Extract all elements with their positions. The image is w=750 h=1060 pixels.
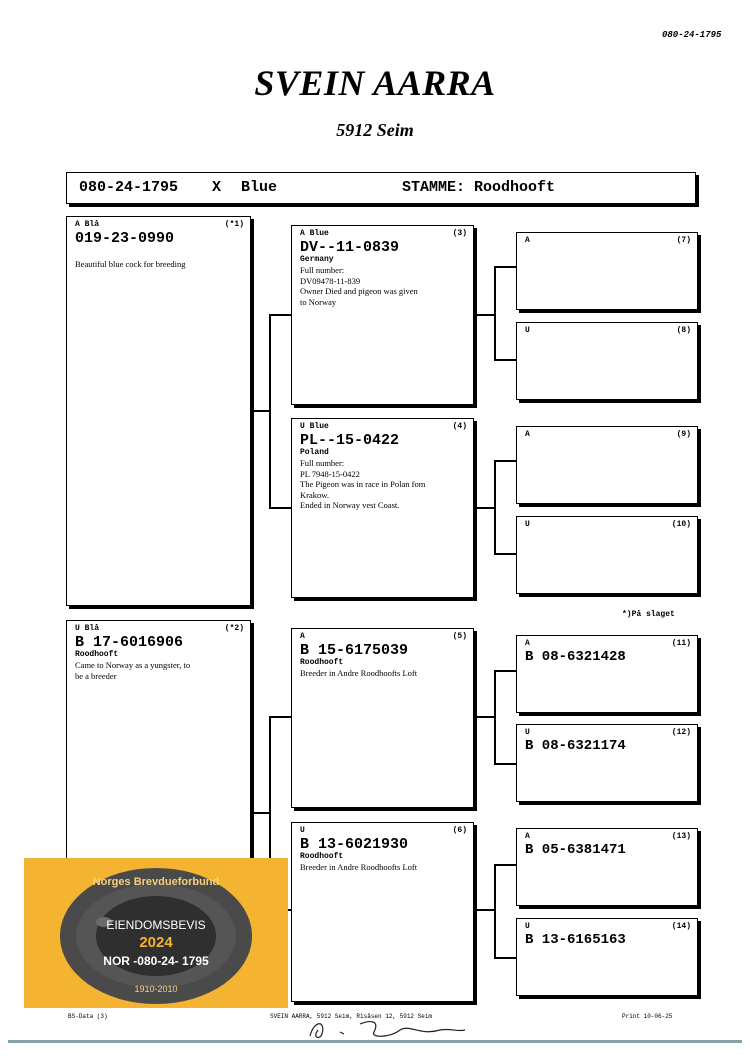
box-number: (14) [671, 922, 691, 931]
note-line: DV09478-11-839 [300, 275, 361, 286]
strain: Roodhooft [75, 650, 119, 659]
pigeon-box-4 [291, 418, 474, 598]
connector [494, 460, 516, 462]
connector [251, 410, 269, 412]
connector [269, 314, 291, 316]
pigeon-box-13 [516, 828, 698, 906]
connector [494, 864, 516, 866]
note-line: Ended in Norway vest Coast. [300, 500, 400, 510]
owner-name: SVEIN AARRA [254, 63, 496, 103]
footer-right: Print 10-06-25 [622, 1013, 673, 1020]
ring-number: B 05-6381471 [525, 842, 626, 858]
ring-number: B 15-6175039 [300, 642, 409, 659]
note [75, 660, 190, 681]
sex-color: A [525, 430, 530, 439]
signature [300, 1016, 470, 1042]
sex-color: A [300, 632, 305, 641]
box-number: (7) [676, 236, 691, 245]
ring-number: B 17-6016906 [75, 634, 184, 651]
box-number: (*1) [224, 220, 244, 229]
sex-color: U [300, 826, 305, 835]
connector [269, 507, 291, 509]
country: Poland [300, 448, 329, 457]
note-line: The Pigeon was in race in Polan fom [300, 479, 426, 489]
on-loft-note: *)På slaget [622, 610, 675, 619]
box-number: (6) [452, 826, 467, 835]
stamp-title: EIENDOMSBEVIS [106, 918, 206, 932]
sex-color: U [525, 520, 530, 529]
ring-number: B 08-6321174 [525, 738, 626, 754]
note: Breeder in Andre Roodhoofts Loft [300, 668, 418, 678]
sex-color: U Blå [75, 624, 100, 633]
note [300, 458, 425, 511]
stamp-ring: NOR -080-24- 1795 [103, 954, 209, 968]
sex-color: A [525, 639, 530, 648]
ring-number: B 13-6021930 [300, 836, 409, 853]
connector [494, 359, 516, 361]
stamp-year: 2024 [139, 934, 173, 951]
note-line: Owner Died and pigeon was given [300, 286, 418, 296]
pigeon-box-11 [516, 635, 698, 713]
pigeon-box-14 [516, 918, 698, 996]
country: Germany [300, 255, 334, 264]
pigeon-box-3 [291, 225, 474, 405]
pigeon-box-dam [66, 620, 251, 870]
connector [494, 266, 496, 360]
ring-number: DV--11-0839 [300, 239, 400, 256]
box-number: (8) [676, 326, 691, 335]
connector [251, 812, 269, 814]
connector [494, 763, 516, 765]
connector [494, 553, 516, 555]
box-number: (3) [452, 229, 467, 238]
stamp-arc-text: Norges Brevdueforbund [92, 876, 220, 888]
header-x: X [212, 179, 222, 196]
connector [494, 266, 516, 268]
header-color: Blue [241, 179, 278, 196]
connector [494, 864, 496, 958]
footer-left: BS-Data (3) [68, 1013, 108, 1020]
connector [494, 670, 516, 672]
note-line: Full number: [300, 265, 345, 275]
sex-color: A Blå [75, 220, 100, 229]
ring-number: B 13-6165163 [525, 932, 626, 948]
connector [494, 670, 496, 764]
note [300, 265, 418, 307]
box-number: (12) [671, 728, 691, 737]
corner-ring-id: 080-24-1795 [662, 30, 722, 40]
note-line: Full number: [300, 458, 345, 468]
connector [474, 507, 494, 509]
box-number: (10) [671, 520, 691, 529]
pigeon-box-8 [516, 322, 698, 400]
box-number: (9) [676, 430, 691, 439]
strain: Roodhooft [300, 658, 344, 667]
connector [474, 716, 494, 718]
connector [494, 957, 516, 959]
ring-number: 019-23-0990 [75, 230, 175, 247]
note: Beautiful blue cock for breeding [75, 259, 186, 269]
sex-color: U [525, 728, 530, 737]
connector [269, 716, 291, 718]
note-line: to Norway [300, 296, 337, 307]
pigeon-box-7 [516, 232, 698, 310]
box-number: (11) [671, 639, 691, 648]
note: Breeder in Andre Roodhoofts Loft [300, 862, 418, 872]
connector [474, 314, 494, 316]
note-line: be a breeder [75, 670, 117, 681]
ring-number: PL--15-0422 [300, 432, 400, 449]
box-number: (4) [452, 422, 467, 431]
bottom-rule [8, 1040, 742, 1043]
sex-color: A [525, 832, 530, 841]
pigeon-box-sire [66, 216, 251, 606]
pigeon-box-5 [291, 628, 474, 808]
header-strain: STAMME: Roodhooft [402, 179, 556, 196]
ring-number: B 08-6321428 [525, 649, 626, 665]
pigeon-box-6 [291, 822, 474, 1002]
box-number: (13) [671, 832, 691, 841]
note-line: Krakow. [300, 489, 329, 500]
sex-color: U [525, 326, 530, 335]
connector [494, 460, 496, 554]
connector [474, 909, 494, 911]
owner-place: 5912 Seim [336, 120, 414, 140]
pedigree-header [66, 172, 696, 204]
pigeon-box-9 [516, 426, 698, 504]
note-line: PL 7948-15-0422 [300, 468, 360, 479]
footer-middle: SVEIN AARRA, 5912 Seim, Risåsen 12, 5912 Seim [270, 1013, 433, 1020]
pigeon-box-12 [516, 724, 698, 802]
pigeon-box-10 [516, 516, 698, 594]
stamp-bottom-text: 1910-2010 [134, 984, 178, 994]
ownership-stamp [24, 858, 288, 1008]
strain: Roodhooft [300, 852, 344, 861]
sex-color: U Blue [300, 422, 329, 431]
note-line: Came to Norway as a yungster, to [75, 660, 191, 670]
sex-color: U [525, 922, 530, 931]
header-ring: 080-24-1795 [79, 179, 179, 196]
box-number: (*2) [224, 624, 244, 633]
connector [269, 314, 271, 508]
box-number: (5) [452, 632, 467, 641]
sex-color: A Blue [300, 229, 329, 238]
sex-color: A [525, 236, 530, 245]
